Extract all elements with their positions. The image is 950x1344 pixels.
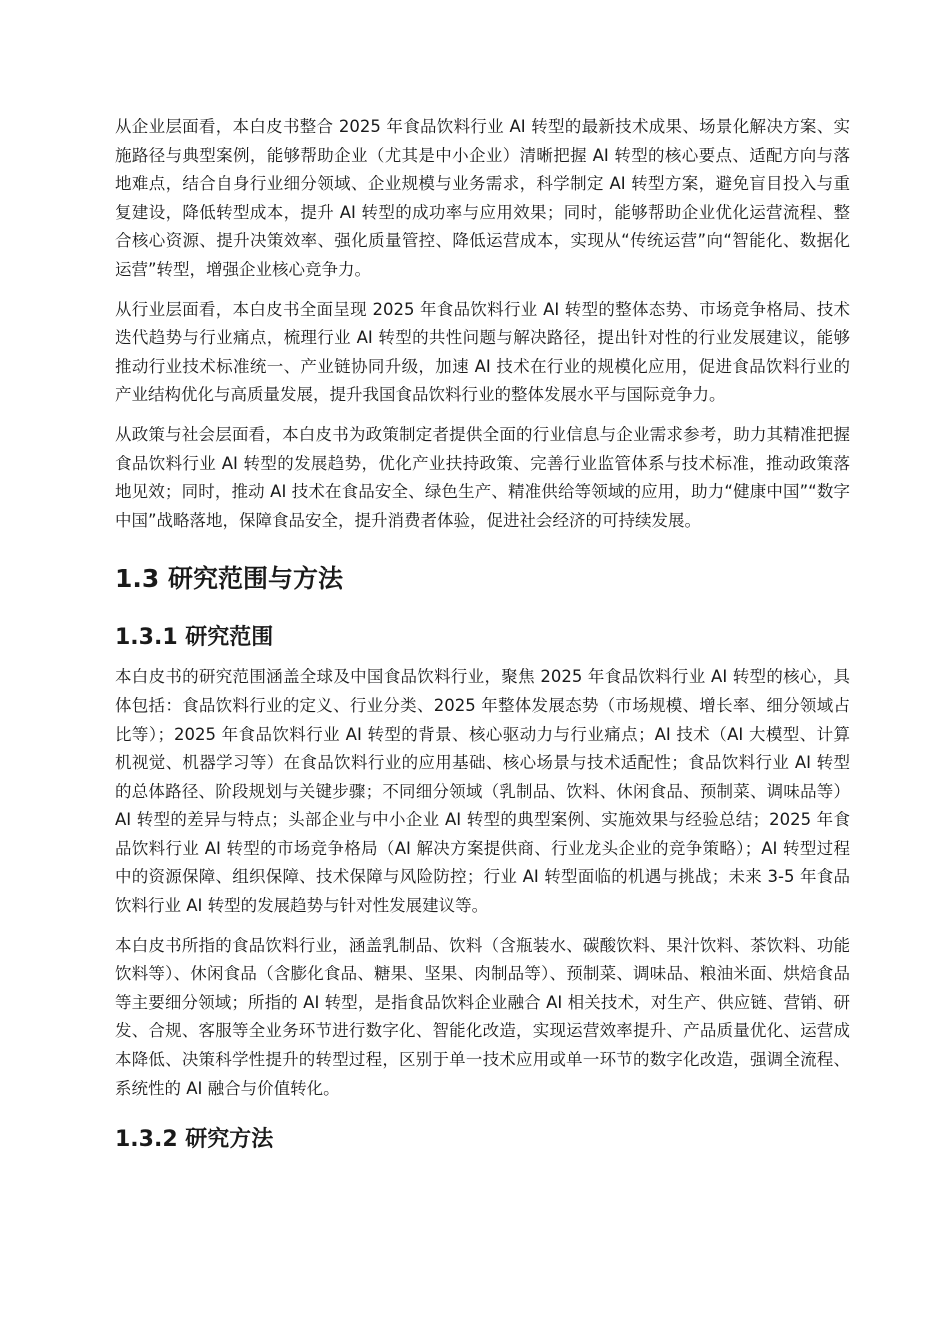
- intro-paragraph-industry: 从行业层面看，本白皮书全面呈现 2025 年食品饮料行业 AI 转型的整体态势、市场竞争格局、技术迭代趋势与行业痛点，梳理行业 AI 转型的共性问题与解决路径，提出针对性的行业发展建议，能够推动行业技术标准统一、产业链协同升级，加速 AI 技术在行业的规模化应用，促进食品饮料行业的产业结构优化与高质量发展，提升我国食品饮料行业的整体发展水平与国际竞争力。: [115, 299, 850, 405]
- section-heading-1-3-2: 1.3.2 研究方法: [115, 1127, 274, 1153]
- intro-paragraph-enterprise: 从企业层面看，本白皮书整合 2025 年食品饮料行业 AI 转型的最新技术成果、场景化解决方案、实施路径与典型案例，能够帮助企业（尤其是中小企业）清晰把握 AI 转型的核心要点、适配方向与落地难点，结合自身行业细分领域、企业规模与业务需求，科学制定 AI 转型方案，避免盲目投入与重复建设，降低转型成本，提升 AI 转型的成功率与应用效果；同时，能够帮助企业优化运营流程、整合核心资源、提升决策效率、强化质量管控、降低运营成本，实现从“传统运营”向“智能化、数据化运营”转型，增强企业核心竞争力。: [115, 117, 850, 279]
- section-heading-1-3-1: 1.3.1 研究范围: [115, 625, 274, 651]
- page-content: [115, 113, 850, 1165]
- scope-paragraph-2: 本白皮书所指的食品饮料行业，涵盖乳制品、饮料（含瓶装水、碳酸饮料、果汁饮料、茶饮料、功能饮料等）、休闲食品（含膨化食品、糖果、坚果、肉制品等）、预制菜、调味品、粮油米面、烘焙食品等主要细分领域；所指的 AI 转型，是指食品饮料企业融合 AI 相关技术，对生产、供应链、营销、研发、合规、客服等全业务环节进行数字化、智能化改造，实现运营效率提升、产品质量优化、运营成本降低、决策科学性提升的转型过程，区别于单一技术应用或单一环节的数字化改造，强调全流程、系统性的 AI 融合与价值转化。: [115, 935, 850, 1098]
- scope-paragraph-1: 本白皮书的研究范围涵盖全球及中国食品饮料行业，聚焦 2025 年食品饮料行业 AI 转型的核心，具体包括：食品饮料行业的定义、行业分类、2025 年整体发展态势（市场规模、增长率、细分领域占比等）；2025 年食品饮料行业 AI 转型的背景、核心驱动力与行业痛点；AI 技术（AI 大模型、计算机视觉、机器学习等）在食品饮料行业的应用基础、核心场景与技术适配性；食品饮料行业 AI 转型的总体路径、阶段规划与关键步骤；不同细分领域（乳制品、饮料、休闲食品、预制菜、调味品等）AI 转型的差异与特点；头部企业与中小企业 AI 转型的典型案例、实施效果与经验总结；2025 年食品饮料行业 AI 转型的市场竞争格局（AI 解决方案提供商、行业龙头企业的竞争策略）；AI 转型过程中的资源保障、组织保障、技术保障与风险防控；行业 AI 转型面临的机遇与挑战；未来 3-5 年食品饮料行业 AI 转型的发展趋势与针对性发展建议等。: [115, 667, 850, 916]
- section-heading-1-3: 1.3 研究范围与方法: [115, 564, 343, 594]
- intro-paragraph-policy: 从政策与社会层面看，本白皮书为政策制定者提供全面的行业信息与企业需求参考，助力其精准把握食品饮料行业 AI 转型的发展趋势，优化产业扶持政策、完善行业监管体系与技术标准，推动政策落地见效；同时，推动 AI 技术在食品安全、绿色生产、精准供给等领域的应用，助力“健康中国”“数字中国”战略落地，保障食品安全，提升消费者体验，促进社会经济的可持续发展。: [115, 424, 850, 530]
